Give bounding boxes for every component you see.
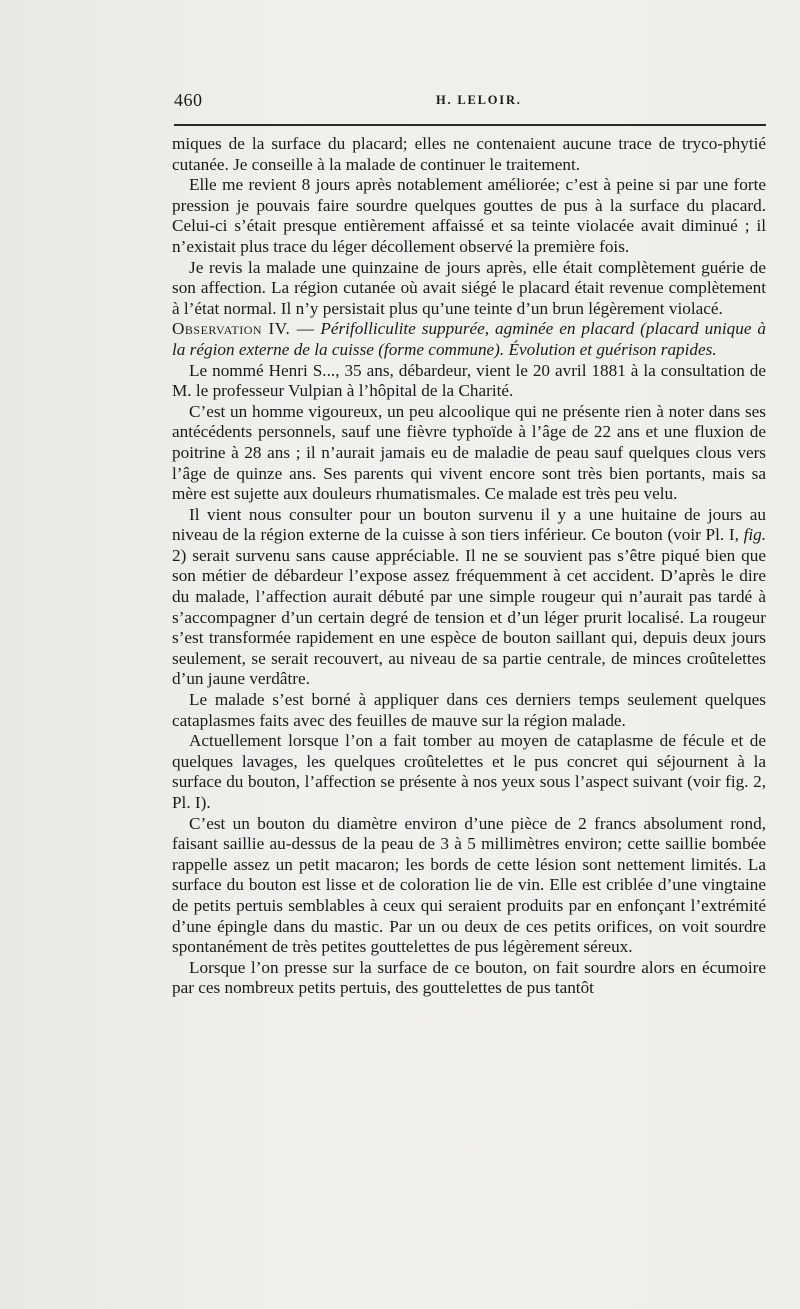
paragraph-part: 2) serait survenu sans cause appréciable. Il ne se souvient pas s’être piqué bien que son métier de débardeur l’expose assez fréquemment à cet accident. D’après le dire du malade, l’affection aurait débuté par une simple rougeur qui n’aurait pas tardé à s’accompagner d’un certain degré de tension et d’un léger prurit localisé. La rougeur s’est transformée rapidement en une espèce de bouton saillant qui, depuis deux jours seulement, se serait recouvert, au niveau de sa partie centrale, de minces croûtelettes d’un jaune verdâtre. bbox=[172, 545, 766, 689]
paragraph: Le malade s’est borné à appliquer dans ces derniers temps seulement quelques cataplasmes faits avec des feuilles de mauve sur la région malade. bbox=[172, 690, 766, 730]
paragraph: miques de la surface du placard; elles ne contenaient aucune trace de tryco-phytié cutanée. Je conseille à la malade de continuer le traitement. bbox=[172, 134, 766, 174]
paragraph: Le nommé Henri S..., 35 ans, débardeur, vient le 20 avril 1881 à la consultation de M. le professeur Vulpian à l’hôpital de la Charité. bbox=[172, 360, 766, 401]
figure-abbreviation: fig. bbox=[743, 525, 767, 545]
paragraph-part: Il vient nous consulter pour un bouton survenu il y a une huitaine de jours au niveau de la région externe de la cuisse à son tiers inférieur. Ce bouton (voir Pl. I, bbox=[172, 504, 766, 545]
paragraph: C’est un homme vigoureux, un peu alcoolique qui ne présente rien à noter dans ses antécédents personnels, sauf une fièvre typhoïde à l’âge de 22 ans et une fluxion de poitrine à 28 ans ; il n’aurait jamais eu de maladie de peau sauf quelques clous vers l’âge de quinze ans. Ses parents qui vivent encore sont très bien portants, mais sa mère est sujette aux douleurs rhumatismales. Ce malade est très peu velu. bbox=[172, 401, 766, 504]
observation-heading bbox=[172, 319, 766, 360]
observation-label: Observation IV. — bbox=[172, 319, 315, 339]
page-number: 460 bbox=[174, 90, 203, 110]
running-head bbox=[174, 90, 766, 114]
paragraph bbox=[172, 505, 766, 690]
body-text bbox=[172, 134, 766, 999]
paragraph: Lorsque l’on presse sur la surface de ce bouton, on fait sourdre alors en écumoire par ces nombreux petits pertuis, des gouttelettes de pus tantôt bbox=[172, 957, 766, 998]
paragraph: Actuellement lorsque l’on a fait tomber au moyen de cataplasme de fécule et de quelques lavages, les quelques croûtelettes et le pus concret qui séjournent à la surface du bouton, l’affection se présente à nos yeux sous l’aspect suivant (voir fig. 2, Pl. I). bbox=[172, 731, 766, 812]
running-head-author: H. LELOIR. bbox=[436, 93, 522, 107]
paragraph: C’est un bouton du diamètre environ d’une pièce de 2 francs absolument rond, faisant saillie au-dessus de la peau de 3 à 5 millimètres environ; cette saillie bombée rappelle assez un petit macaron; les bords de cette lésion sont nettement limités. La surface du bouton est lisse et de coloration lie de vin. Elle est criblée d’une vingtaine de petits pertuis semblables à ceux qui seraient produits par en enfonçant l’extrémité d’une épingle dans du mastic. Par un ou deux de ces petits orifices, on voit sourdre spontanément de très petites gouttelettes de pus légèrement séreux. bbox=[172, 813, 766, 957]
paragraph: Elle me revient 8 jours après notablement améliorée; c’est à peine si par une forte pression je pouvais faire sourdre quelques gouttes de pus à la surface du placard. Celui-ci s’était presque entièrement affaissé et sa teinte violacée avait diminué ; il n’existait plus trace du léger décollement observé la première fois. bbox=[172, 175, 766, 256]
header-rule bbox=[174, 124, 766, 126]
paragraph: Je revis la malade une quinzaine de jours après, elle était complètement guérie de son affection. La région cutanée où avait siégé le placard était revenue complètement à l’état normal. Il n’y persistait plus qu’une teinte d’un brun légèrement violacé. bbox=[172, 257, 766, 318]
observation-title: Périfolliculite suppurée, agminée en placard (placard unique à la région externe de la cuisse (forme commune). Évolution et guérison rapides. bbox=[172, 319, 766, 359]
